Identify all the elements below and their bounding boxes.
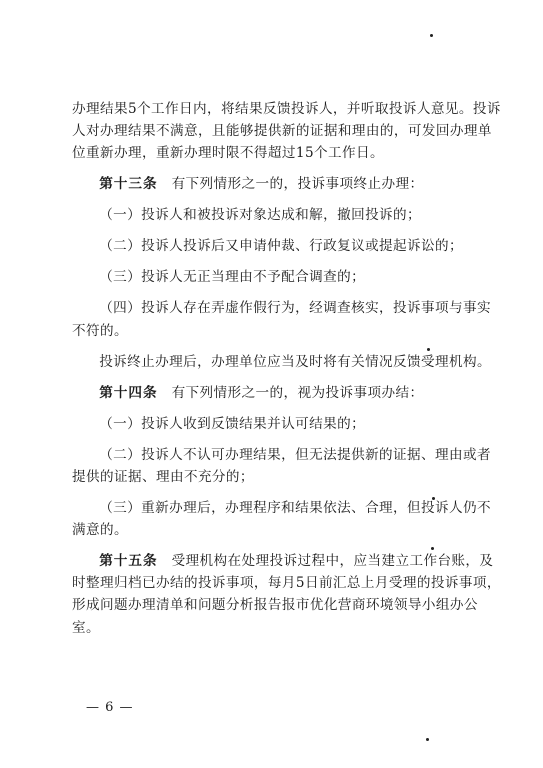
list-item (72, 266, 502, 288)
article-text: 有下列情形之一的，视为投诉事项办结： (171, 384, 424, 401)
scan-speck (431, 547, 434, 550)
list-item (72, 444, 502, 488)
scan-speck (426, 738, 429, 741)
scan-speck (432, 497, 435, 500)
list-item (72, 235, 502, 257)
list-item-text: （二）投诉人不认可办理结果，但无法提供新的证据、理由或者提供的证据、理由不充分的； (72, 446, 492, 485)
list-item (72, 297, 502, 341)
article-number: 第十三条 (99, 176, 158, 193)
article-14 (72, 382, 502, 404)
list-item-text: （一）投诉人和被投诉对象达成和解，撤回投诉的； (99, 207, 422, 224)
article-number: 第十四条 (99, 384, 158, 401)
list-item-text: （一）投诉人收到反馈结果并认可结果的； (99, 415, 366, 432)
paragraph-text: 投诉终止办理后，办理单位应当及时将有关情况反馈受理机构。 (99, 353, 492, 370)
list-item-text: （三）投诉人无正当理由不予配合调查的； (99, 269, 366, 286)
list-item-text: （四）投诉人存在弄虚作假行为，经调查核实，投诉事项与事实不符的。 (72, 300, 492, 339)
article-15 (72, 550, 502, 639)
list-item (72, 204, 502, 226)
scan-speck (427, 348, 430, 351)
list-item-text: （二）投诉人投诉后又申请仲裁、行政复议或提起诉讼的； (99, 238, 464, 255)
list-item-text: （三）重新办理后，办理程序和结果依法、合理，但投诉人仍不满意的。 (72, 499, 492, 539)
article-text: 受理机构在处理投诉过程中，应当建立工作台账，及时整理归档已办结的投诉事项，每月5日前汇总上月受理的投诉事项，形成问题办理清单和问题分析报告报市优化营商环境领导小组办公室。 (72, 553, 501, 636)
article-13 (72, 173, 502, 195)
article-number: 第十五条 (99, 553, 158, 570)
list-item (72, 497, 502, 541)
article-text: 有下列情形之一的，投诉事项终止办理： (171, 176, 424, 193)
paragraph-continuation (72, 98, 502, 165)
paragraph (72, 351, 502, 373)
page-number: — 6 — (86, 700, 134, 715)
paragraph-text: 办理结果5个工作日内，将结果反馈投诉人，并听取投诉人意见。投诉人对办理结果不满意，且能够提供新的证据和理由的，可发回办理单位重新办理，重新办理时限不得超过15个工作日。 (72, 101, 501, 162)
scan-speck (430, 34, 433, 37)
list-item (72, 413, 502, 435)
document-body (72, 98, 502, 639)
